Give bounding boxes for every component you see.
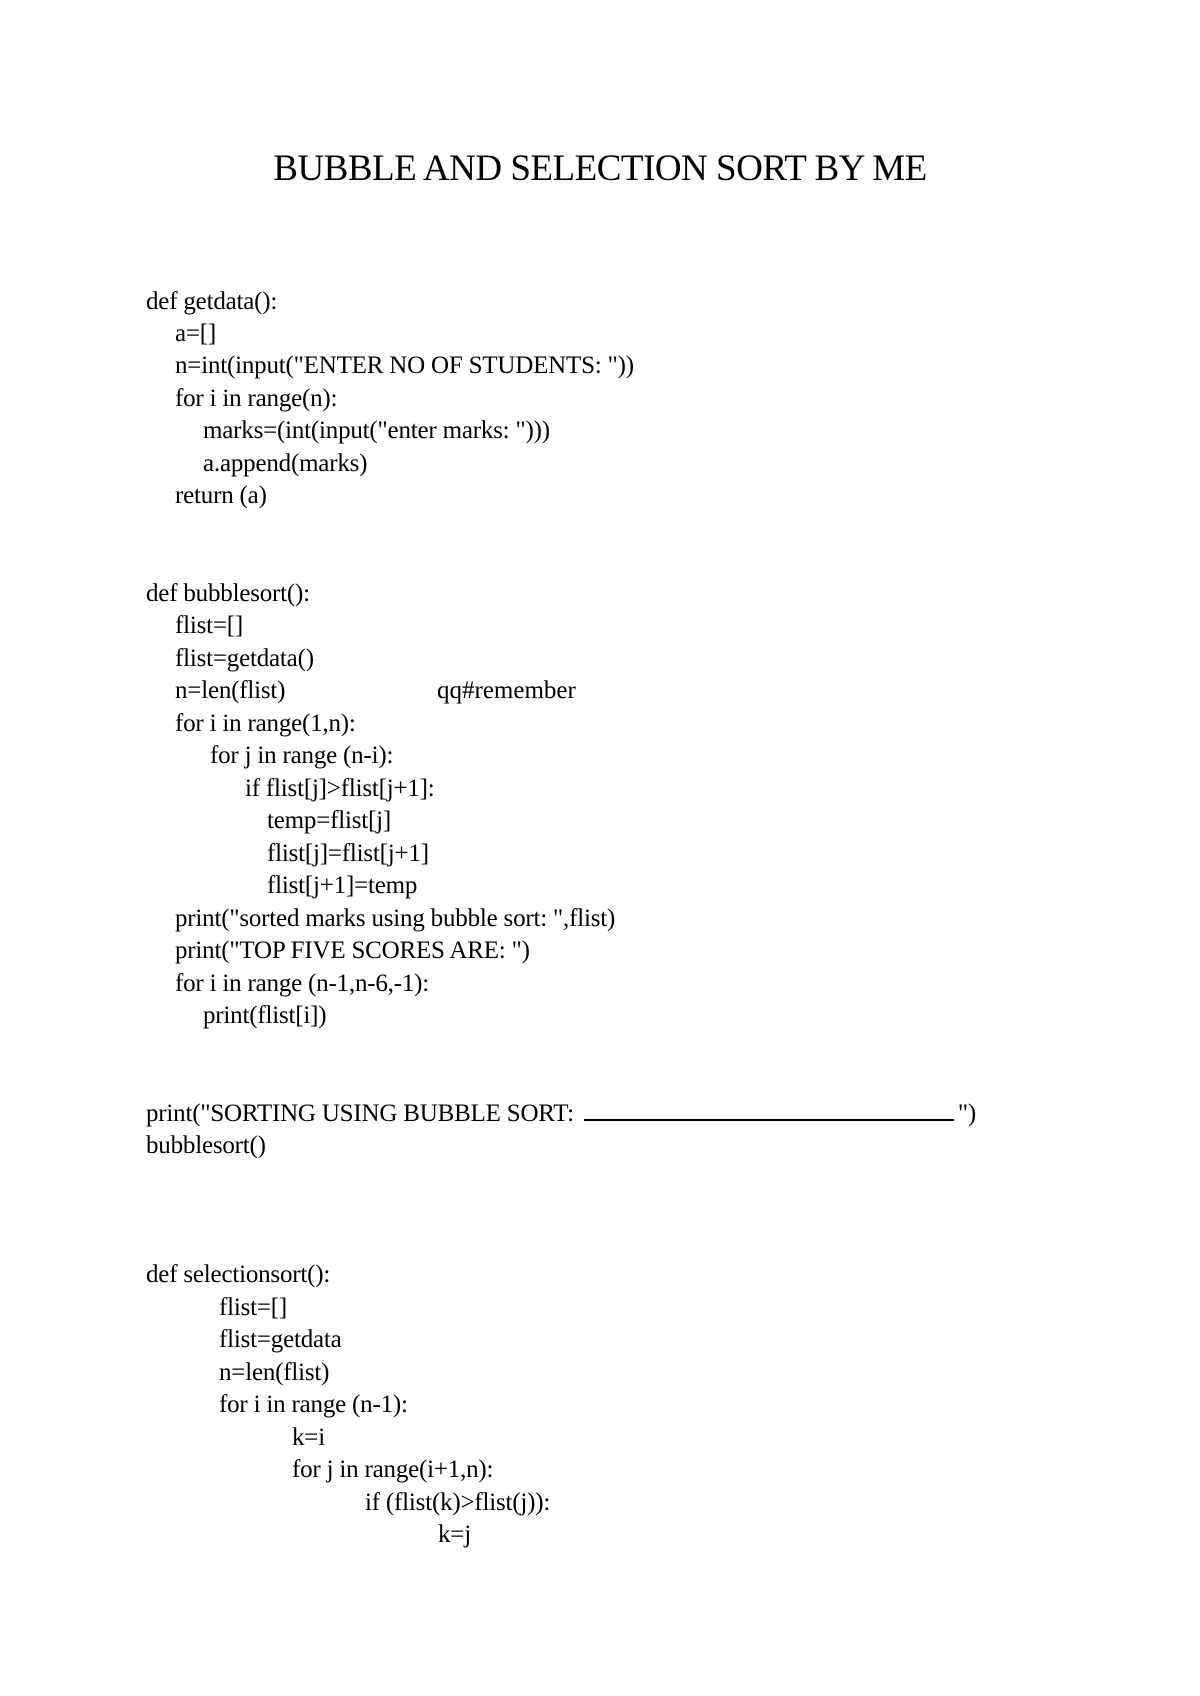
code-line: if (flist(k)>flist(j)): bbox=[365, 1489, 551, 1516]
code-line: a=[] bbox=[175, 320, 217, 347]
print-prefix: print("SORTING USING BUBBLE SORT: bbox=[146, 1100, 580, 1127]
code-line: temp=flist[j] bbox=[267, 807, 391, 834]
code-line: def getdata(): bbox=[146, 288, 278, 315]
page-title: BUBBLE AND SELECTION SORT BY ME bbox=[273, 148, 927, 189]
code-line: def bubblesort(): bbox=[146, 580, 310, 607]
code-line: return (a) bbox=[175, 482, 267, 509]
code-line: flist=[] bbox=[175, 612, 244, 639]
code-line: n=len(flist) bbox=[219, 1359, 330, 1386]
code-line: for i in range (n-1): bbox=[219, 1391, 408, 1418]
code-line: flist[j+1]=temp bbox=[267, 872, 418, 899]
code-line: for j in range (n-i): bbox=[210, 742, 394, 769]
code-line: for i in range (n-1,n-6,-1): bbox=[175, 970, 430, 997]
code-line-print-bubble bbox=[146, 1097, 976, 1130]
underline-blank bbox=[584, 1097, 954, 1121]
code-line: flist[j]=flist[j+1] bbox=[267, 840, 429, 867]
code-line: for i in range(1,n): bbox=[175, 710, 356, 737]
code-line: a.append(marks) bbox=[203, 450, 368, 477]
code-line: k=j bbox=[438, 1521, 471, 1548]
code-line: bubblesort() bbox=[146, 1132, 266, 1159]
code-line: n=len(flist) bbox=[175, 677, 286, 704]
code-line: for i in range(n): bbox=[175, 385, 338, 412]
inline-comment: qq#remember bbox=[437, 677, 576, 704]
code-line: flist=getdata bbox=[219, 1326, 342, 1353]
code-line: flist=getdata() bbox=[175, 645, 314, 672]
code-line: flist=[] bbox=[219, 1294, 288, 1321]
code-line: def selectionsort(): bbox=[146, 1261, 331, 1288]
code-line: for j in range(i+1,n): bbox=[292, 1456, 494, 1483]
code-line: print("sorted marks using bubble sort: ",flist) bbox=[175, 905, 616, 932]
code-line: print("TOP FIVE SCORES ARE: ") bbox=[175, 937, 530, 964]
code-line: print(flist[i]) bbox=[203, 1002, 327, 1029]
code-line: k=i bbox=[292, 1424, 325, 1451]
code-line: if flist[j]>flist[j+1]: bbox=[245, 775, 435, 802]
print-suffix: ") bbox=[957, 1100, 977, 1127]
code-line: marks=(int(input("enter marks: "))) bbox=[203, 417, 550, 444]
code-line: n=int(input("ENTER NO OF STUDENTS: ")) bbox=[175, 352, 634, 379]
